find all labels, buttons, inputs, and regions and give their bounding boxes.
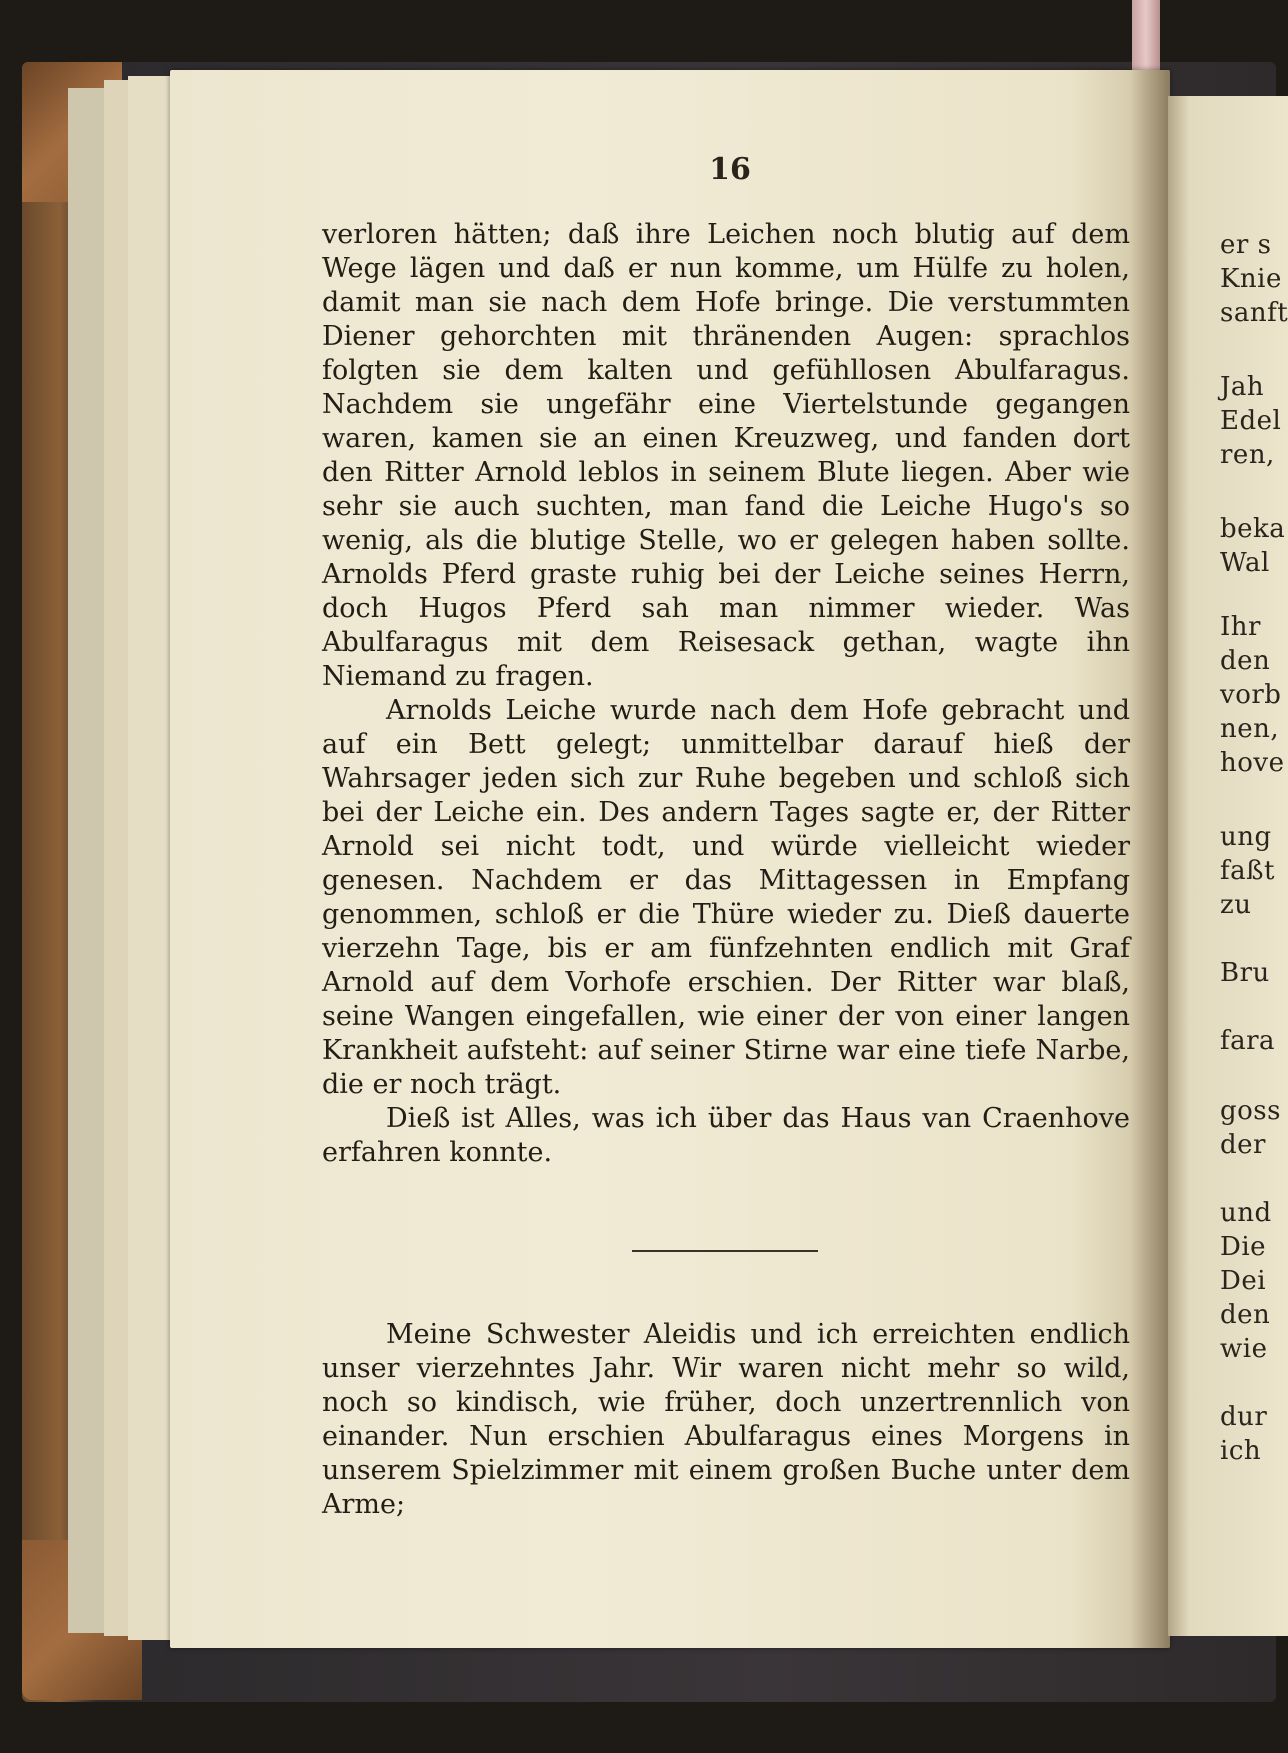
- paragraph: Arnolds Leiche wurde nach dem Hofe gebracht und auf ein Bett gelegt; unmittelbar darauf hieß der Wahrsager jeden sich zur Ruhe begeben und schloß sich bei der Leiche ein. Des andern Tages sagte er, der Ritter Arnold sei nicht todt, und würde vielleicht wieder genesen. Nachdem er das Mittagessen in Empfang genommen, schloß er die Thüre wieder zu. Dieß dauerte vierzehn Tage, bis er am fünfzehnten endlich mit Graf Arnold auf dem Vorhofe erschien. Der Ritter war blaß, seine Wangen eingefallen, wie einer der von einer langen Krankheit aufsteht: auf seiner Stirne war eine tiefe Narbe, die er noch trägt.: [322, 695, 1130, 1100]
- facing-fragment: Ihr: [1220, 612, 1261, 642]
- facing-page: [1168, 96, 1288, 1636]
- facing-fragment: hove: [1220, 748, 1285, 778]
- paragraph: verloren hätten; daß ihre Leichen noch blutig auf dem Wege lägen und daß er nun komme, um Hülfe zu holen, damit man sie nach dem Hofe bringe. Die verstummten Diener gehorchten mit thränenden Augen: sprachlos folgten sie dem kalten und gefühllosen Abulfaragus. Nachdem sie ungefähr eine Viertelstunde gegangen waren, kamen sie an einen Kreuzweg, und fanden dort den Ritter Arnold leblos in seinem Blute liegen. Aber wie sehr sie auch suchten, man fand die Leiche Hugo's so wenig, als die blutige Stelle, wo er gelegen haben sollte. Arnolds Pferd graste ruhig bei der Leiche seines Herrn, doch Hugos Pferd sah man nimmer wieder. Was Abulfaragus mit dem Reisesack gethan, wagte ihn Niemand zu fragen.: [322, 219, 1130, 692]
- facing-fragment: den: [1220, 1300, 1271, 1330]
- facing-fragment: er s: [1220, 230, 1272, 260]
- facing-fragment: faßt: [1220, 856, 1275, 886]
- facing-fragment: Edel: [1220, 406, 1282, 436]
- facing-fragment: den: [1220, 646, 1271, 676]
- section-divider: [632, 1250, 818, 1252]
- facing-fragment: dur: [1220, 1402, 1268, 1432]
- facing-fragment: und: [1220, 1198, 1272, 1228]
- facing-fragment: ich: [1220, 1436, 1262, 1466]
- facing-fragment: Die: [1220, 1232, 1267, 1262]
- page-number: 16: [709, 152, 751, 187]
- facing-fragment: Wal: [1220, 548, 1270, 578]
- paragraph: Meine Schwester Aleidis und ich erreichten endlich unser vierzehntes Jahr. Wir waren nicht mehr so wild, noch so kindisch, wie früher, doch unzertrennlich von einander. Nun erschien Abulfaragus eines Morgens in unserem Spielzimmer mit einem großen Buche unter dem Arme;: [322, 1319, 1130, 1520]
- paragraph: Dieß ist Alles, was ich über das Haus van Craenhove erfahren konnte.: [322, 1103, 1130, 1168]
- facing-fragment: Knie: [1220, 264, 1282, 294]
- facing-fragment: nen,: [1220, 714, 1280, 744]
- facing-fragment: vorb: [1220, 680, 1282, 710]
- facing-fragment: beka: [1220, 514, 1286, 544]
- facing-fragment: wie: [1220, 1334, 1268, 1364]
- facing-fragment: ung: [1220, 822, 1272, 852]
- main-text-block: [322, 218, 1130, 1170]
- facing-fragment: goss: [1220, 1096, 1281, 1126]
- page-gutter-shadow: [1130, 70, 1170, 1648]
- facing-fragment: fara: [1220, 1026, 1276, 1056]
- facing-fragment: Jah: [1220, 372, 1265, 402]
- facing-fragment: ren,: [1220, 440, 1275, 470]
- facing-fragment: der: [1220, 1130, 1266, 1160]
- facing-fragment: sanft: [1220, 298, 1288, 328]
- facing-fragment: zu: [1220, 890, 1252, 920]
- second-text-block: [322, 1318, 1130, 1522]
- facing-fragment: Bru: [1220, 958, 1270, 988]
- facing-fragment: Dei: [1220, 1266, 1267, 1296]
